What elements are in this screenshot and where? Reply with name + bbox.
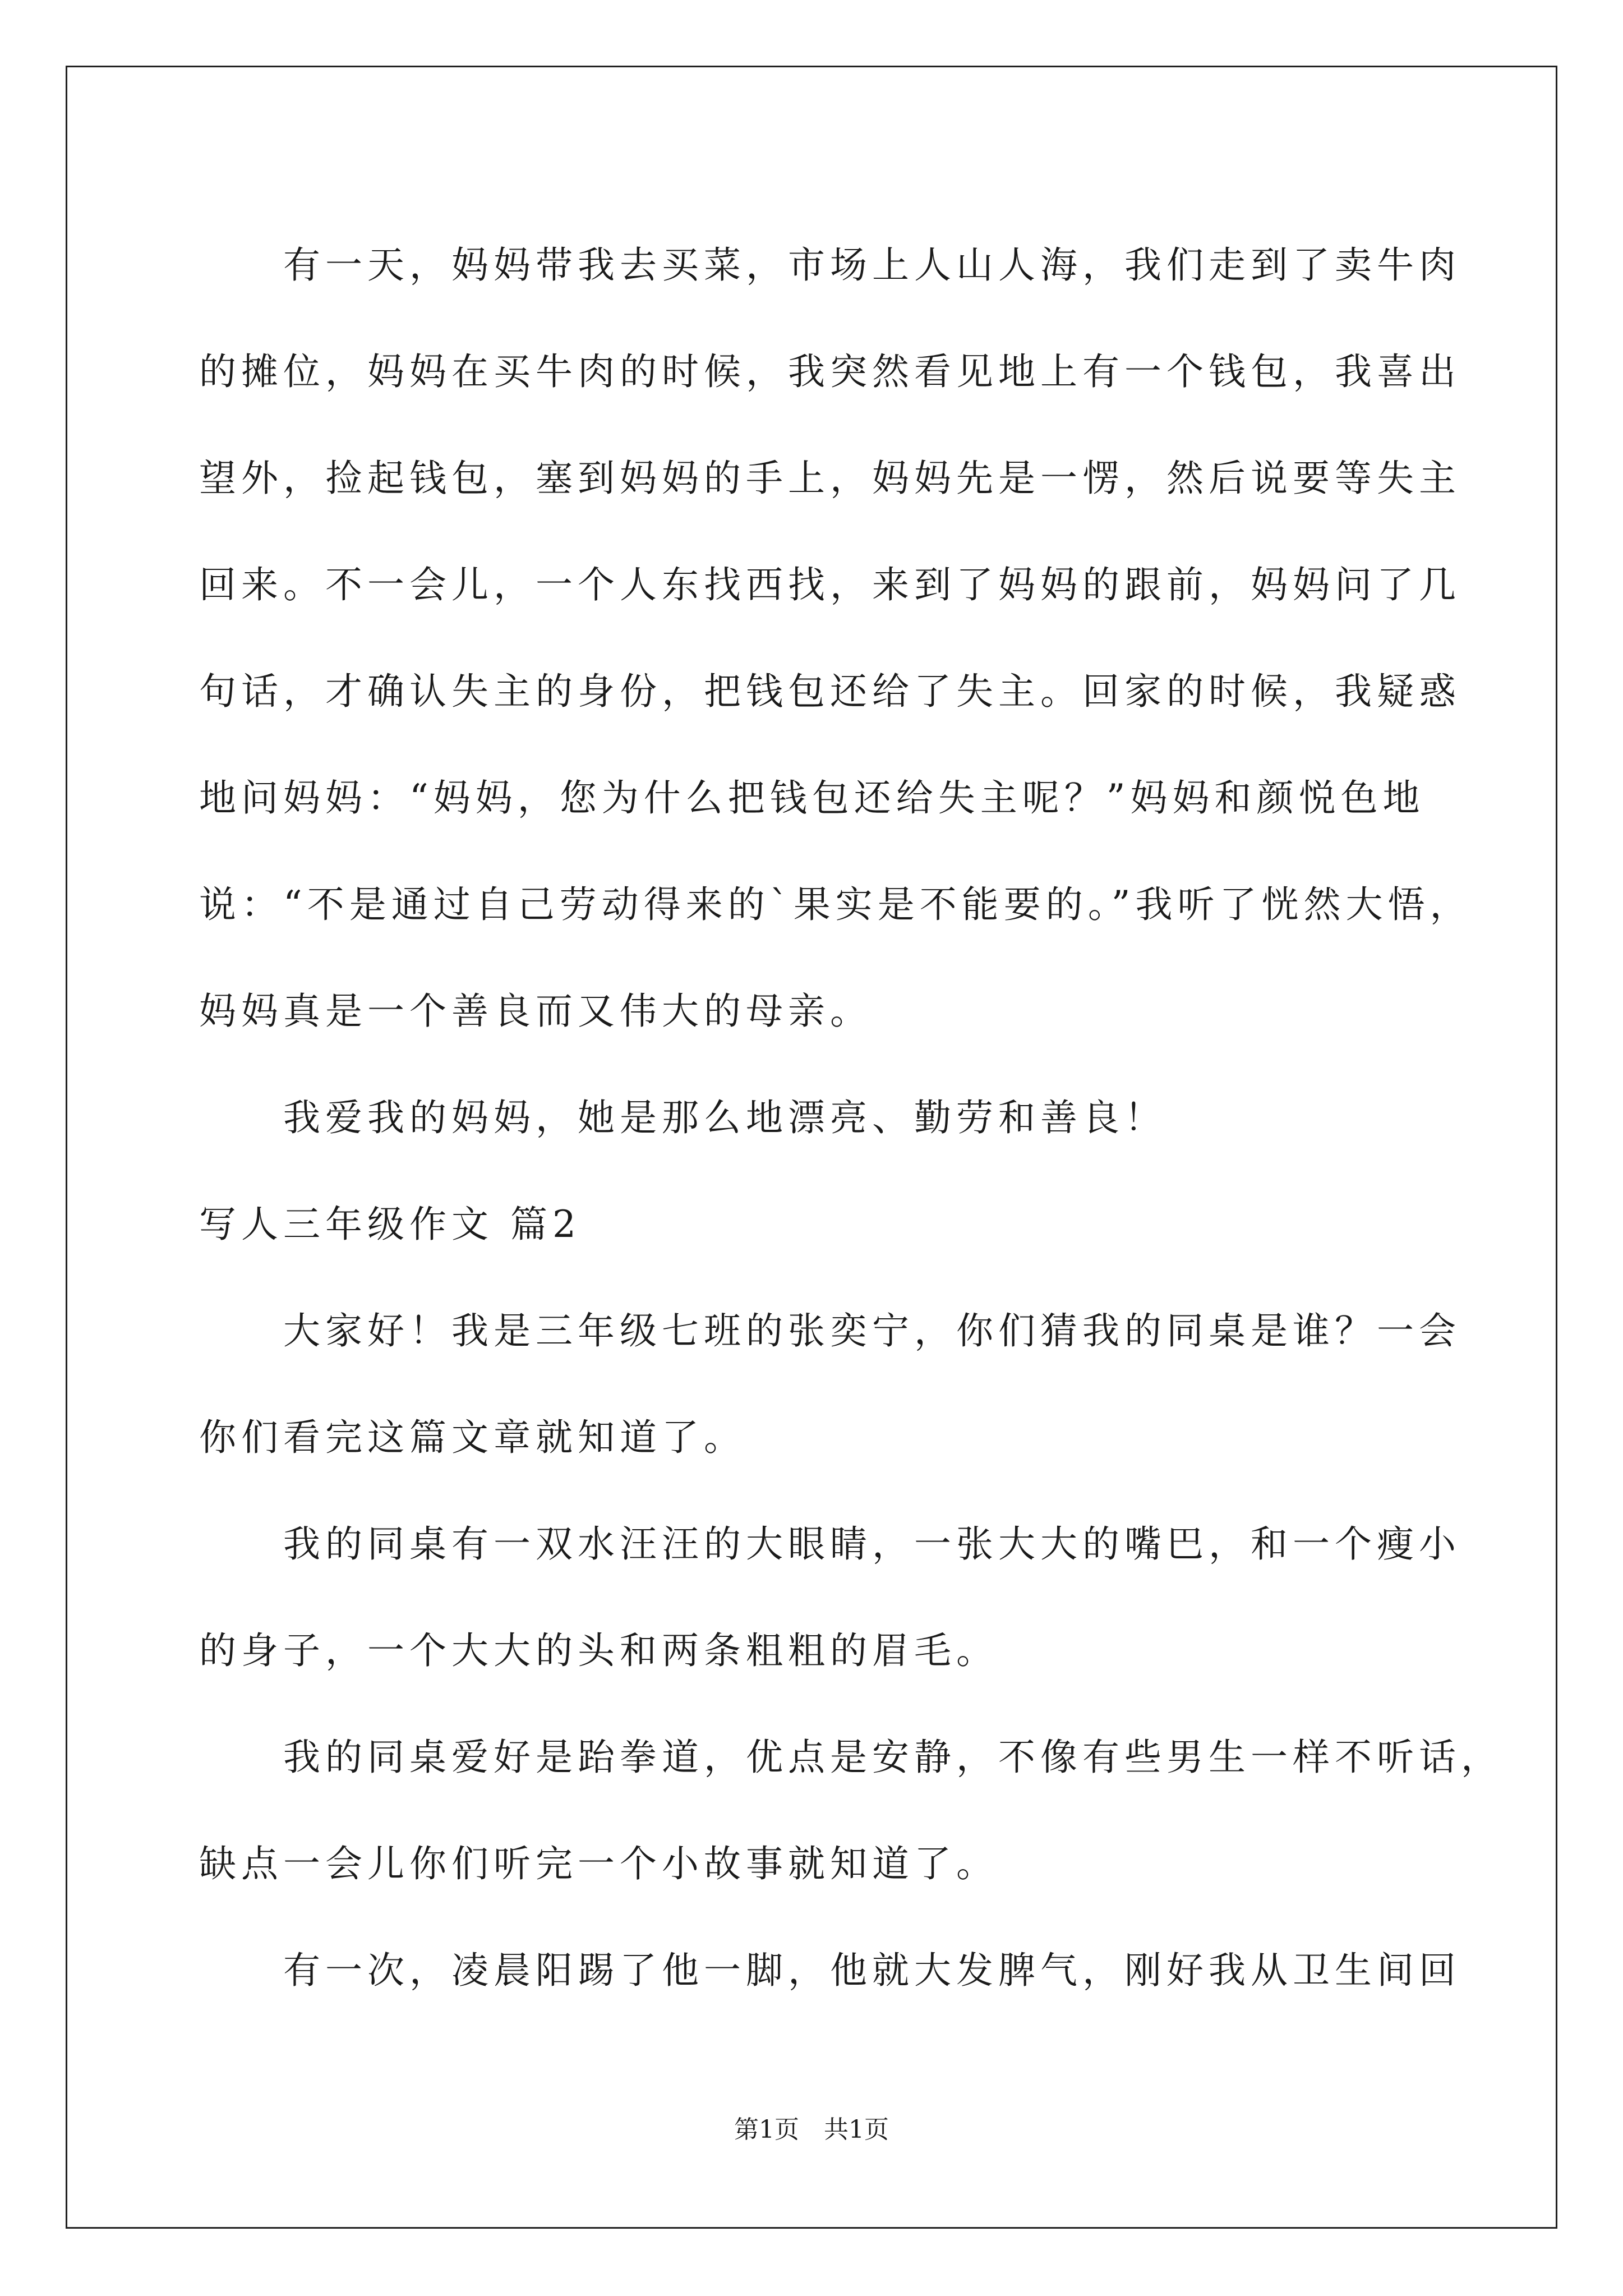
text-line: 我的同桌爱好是跆拳道，优点是安静，不像有些男生一样不听话， [283, 1736, 1503, 1779]
text-line: 望外，捡起钱包，塞到妈妈的手上，妈妈先是一愣，然后说要等失主 [199, 457, 1461, 500]
text-line: 有一天，妈妈带我去买菜，市场上人山人海，我们走到了卖牛肉 [283, 243, 1461, 287]
text-line: 回来。不一会儿，一个人东找西找，来到了妈妈的跟前，妈妈问了几 [199, 563, 1461, 606]
document-body [199, 212, 1503, 2024]
text-line: 地问妈妈：“妈妈，您为什么把钱包还给失主呢？”妈妈和颜悦色地 [199, 776, 1425, 820]
text-line: 的身子，一个大大的头和两条粗粗的眉毛。 [199, 1629, 998, 1672]
text-line: 缺点一会儿你们听完一个小故事就知道了。 [199, 1842, 998, 1885]
section-heading: 写人三年级作文 篇2 [199, 1203, 581, 1246]
text-line: 大家好！我是三年级七班的张奕宁，你们猜我的同桌是谁？一会 [283, 1309, 1461, 1352]
text-line: 我爱我的妈妈，她是那么地漂亮、勤劳和善良！ [283, 1096, 1166, 1139]
text-line: 我的同桌有一双水汪汪的大眼睛，一张大大的嘴巴，和一个瘦小 [283, 1522, 1461, 1566]
text-line: 有一次，凌晨阳踢了他一脚，他就大发脾气，刚好我从卫生间回 [283, 1949, 1461, 1992]
page-number-footer: 第1页 共1页 [734, 2115, 889, 2144]
text-line: 说：“不是通过自己劳动得来的`果实是不能要的。”我听了恍然大悟， [199, 883, 1472, 926]
text-line: 你们看完这篇文章就知道了。 [199, 1416, 746, 1459]
text-line: 句话，才确认失主的身份，把钱包还给了失主。回家的时候，我疑惑 [199, 670, 1461, 713]
text-line: 妈妈真是一个善良而又伟大的母亲。 [199, 990, 872, 1033]
text-line: 的摊位，妈妈在买牛肉的时候，我突然看见地上有一个钱包，我喜出 [199, 350, 1461, 393]
